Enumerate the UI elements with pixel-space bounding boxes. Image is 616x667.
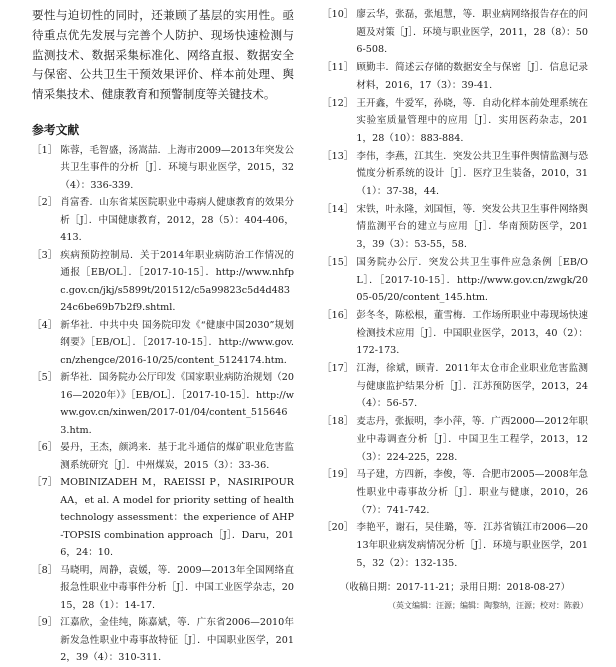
reference-number: ［9］ xyxy=(32,617,58,629)
received-accepted-dates: （收稿日期：2017-11-21；录用日期：2018-08-27） xyxy=(340,581,570,593)
reference-text: 新华社．中共中央 国务院印发《“健康中国2030”规划纲要》［EB/OL］．［2017-10-15］．http://www.gov.cn/zhengce/2016-10/25/content_5124174.htm. xyxy=(60,319,294,366)
reference-item xyxy=(322,466,588,519)
reference-text: 新华社．国务院办公厅印发《国家职业病防治规划（2016—2020年）》［EB/OL］．［2017-10-15］．http://www.gov.cn/xinwen/2017-01/04/content_5156463.htm. xyxy=(60,372,294,436)
reference-item xyxy=(322,519,588,572)
reference-item xyxy=(322,201,588,254)
reference-text: 彭冬冬，陈松根，董雪梅．工作场所职业中毒现场快速检测技术应用［J］．中国职业医学，2013，40（2）：172-173. xyxy=(356,309,588,357)
reference-number: ［17］ xyxy=(322,363,354,375)
reference-text: 江嘉欣，金佳纯，陈嘉斌，等．广东省2006—2010年新发急性职业中毒事故特征［J］．中国职业医学，2012，39（4）：310-311. xyxy=(60,617,294,664)
reference-item xyxy=(322,6,588,59)
intro-paragraph: 要性与迫切性的同时，还兼顾了基层的实用性。亟待重点优先发展与完善个人防护、现场快速检测与监测技术、数据采集标准化、网络直报、数据安全与保密、公共卫生干预效果评价、样本前处理、舆情采集技术、健康教育和预警制度等关键技术。 xyxy=(32,8,294,102)
reference-text: 宋铁，叶永隆，刘国恒，等．突发公共卫生事件网络舆情监测平台的建立与应用［J］．华南预防医学，2013，39（3）：53-55，58. xyxy=(356,203,588,251)
reference-number: ［5］ xyxy=(32,372,58,384)
reference-item xyxy=(32,614,294,667)
reference-item xyxy=(322,413,588,466)
reference-text: 王开鑫，牛爱军，孙晓，等．自动化样本前处理系统在实验室质量管理中的应用［J］．实用医药杂志，2011，28（10）：883-884. xyxy=(356,97,588,144)
reference-number: ［4］ xyxy=(32,319,58,331)
reference-number: ［15］ xyxy=(322,256,354,268)
reference-text: 疾病预防控制局．关于2014年职业病防治工作情况的通报［EB/OL］．［2017-10-15］．http://www.nhfpc.gov.cn/jkj/s5899t/201512/c5a99823c5d4d48324c6be69b7b2f9.shtml. xyxy=(60,249,294,314)
reference-item xyxy=(322,254,588,307)
reference-text: 麦志丹，张振明，李小萍，等．广西2000—2012年职业中毒调查分析［J］．中国卫生工程学，2013，12（3）：224-225，228. xyxy=(356,416,588,463)
reference-text: MOBINIZADEH M，RAEISSI P，NASIRIPOUR AA，et al. A model for priority setting of health technology assessment：the experience of AHP-TOPSIS combination approach［J］．Daru，2016，24：10. xyxy=(60,477,294,559)
reference-text: 江海，徐斌，顾青．2011年太仓市企业职业危害监测与健康监护结果分析［J］．江苏预防医学，2013，24（4）：56-57. xyxy=(356,363,588,410)
editors-credit: （英文编辑：汪源；编辑：陶黎纳，汪源；校对：陈毅） xyxy=(388,600,588,610)
reference-number: ［20］ xyxy=(322,522,354,534)
reference-item xyxy=(322,95,588,148)
reference-item xyxy=(32,474,294,562)
reference-item xyxy=(32,562,294,615)
reference-number: ［10］ xyxy=(322,9,354,20)
reference-text: 马子建，方四新，李俊，等．合肥市2005—2008年急性职业中毒事故分析［J］．职业与健康，2010，26（7）：741-742. xyxy=(356,469,588,516)
reference-number: ［19］ xyxy=(322,469,354,481)
reference-item xyxy=(32,317,294,370)
reference-list-left xyxy=(32,142,294,667)
reference-item xyxy=(32,439,294,474)
reference-item xyxy=(32,369,294,439)
reference-text: 李伟，李燕，江其生．突发公共卫生事件舆情监测与恐慌度分析系统的设计［J］．医疗卫生装备，2010，31（1）：37-38，44. xyxy=(356,150,588,198)
reference-text: 国务院办公厅．突发公共卫生事件应急条例［EB/OL］．［2017-10-15］．http://www.gov.cn/zwgk/2005-05/20/content_145.htm. xyxy=(356,256,588,304)
reference-number: ［11］ xyxy=(322,62,354,74)
reference-item xyxy=(32,247,294,317)
reference-number: ［3］ xyxy=(32,249,58,261)
reference-text: 马晓明，周静，袁媛，等．2009—2013年全国网络直报急性职业中毒事件分析［J］．中国工业医学杂志，2015，28（1）：14-17. xyxy=(60,564,294,611)
reference-item xyxy=(32,194,294,247)
reference-number: ［13］ xyxy=(322,150,354,162)
reference-number: ［8］ xyxy=(32,564,58,576)
reference-item xyxy=(322,148,588,201)
reference-text: 肖富香．山东省某医院职业中毒病人健康教育的效果分析［J］．中国健康教育，2012，28（5）：404-406，413. xyxy=(60,197,294,244)
right-column xyxy=(322,6,588,611)
reference-item xyxy=(32,142,294,195)
reference-number: ［2］ xyxy=(32,197,58,209)
reference-number: ［1］ xyxy=(32,144,58,156)
reference-text: 陈蓉，毛智盛，汤嵩喆．上海市2009—2013年突发公共卫生事件的分析［J］．环境与职业医学，2015，32（4）：336-339. xyxy=(60,144,294,191)
reference-text: 李艳平，谢石，吴佳璐，等．江苏省镇江市2006—2013年职业病发病情况分析［J］．环境与职业医学，2015，32（2）：132-135. xyxy=(356,522,588,569)
reference-number: ［18］ xyxy=(322,416,354,428)
references-heading: 参考文献 xyxy=(32,122,80,137)
reference-item xyxy=(322,360,588,413)
reference-item xyxy=(322,307,588,360)
reference-number: ［14］ xyxy=(322,203,354,215)
reference-text: 廖云华，张磊，张旭慧，等．职业病网络报告存在的问题及对策［J］．环境与职业医学，2011，28（8）：506-508. xyxy=(356,9,588,56)
reference-text: 晏丹，王杰，颜鸿来．基于北斗通信的煤矿职业危害监测系统研究［J］．中州煤炭，2015（3）：33-36. xyxy=(60,442,294,471)
left-column xyxy=(32,6,294,667)
reference-number: ［12］ xyxy=(322,97,354,109)
reference-item xyxy=(322,59,588,94)
reference-number: ［16］ xyxy=(322,309,354,321)
reference-text: 顾勤丰．简述云存储的数据安全与保密［J］．信息记录材料，2016，17（3）：39-41. xyxy=(356,62,588,91)
reference-number: ［7］ xyxy=(32,477,58,489)
reference-number: ［6］ xyxy=(32,442,58,454)
reference-list-right xyxy=(322,6,588,573)
